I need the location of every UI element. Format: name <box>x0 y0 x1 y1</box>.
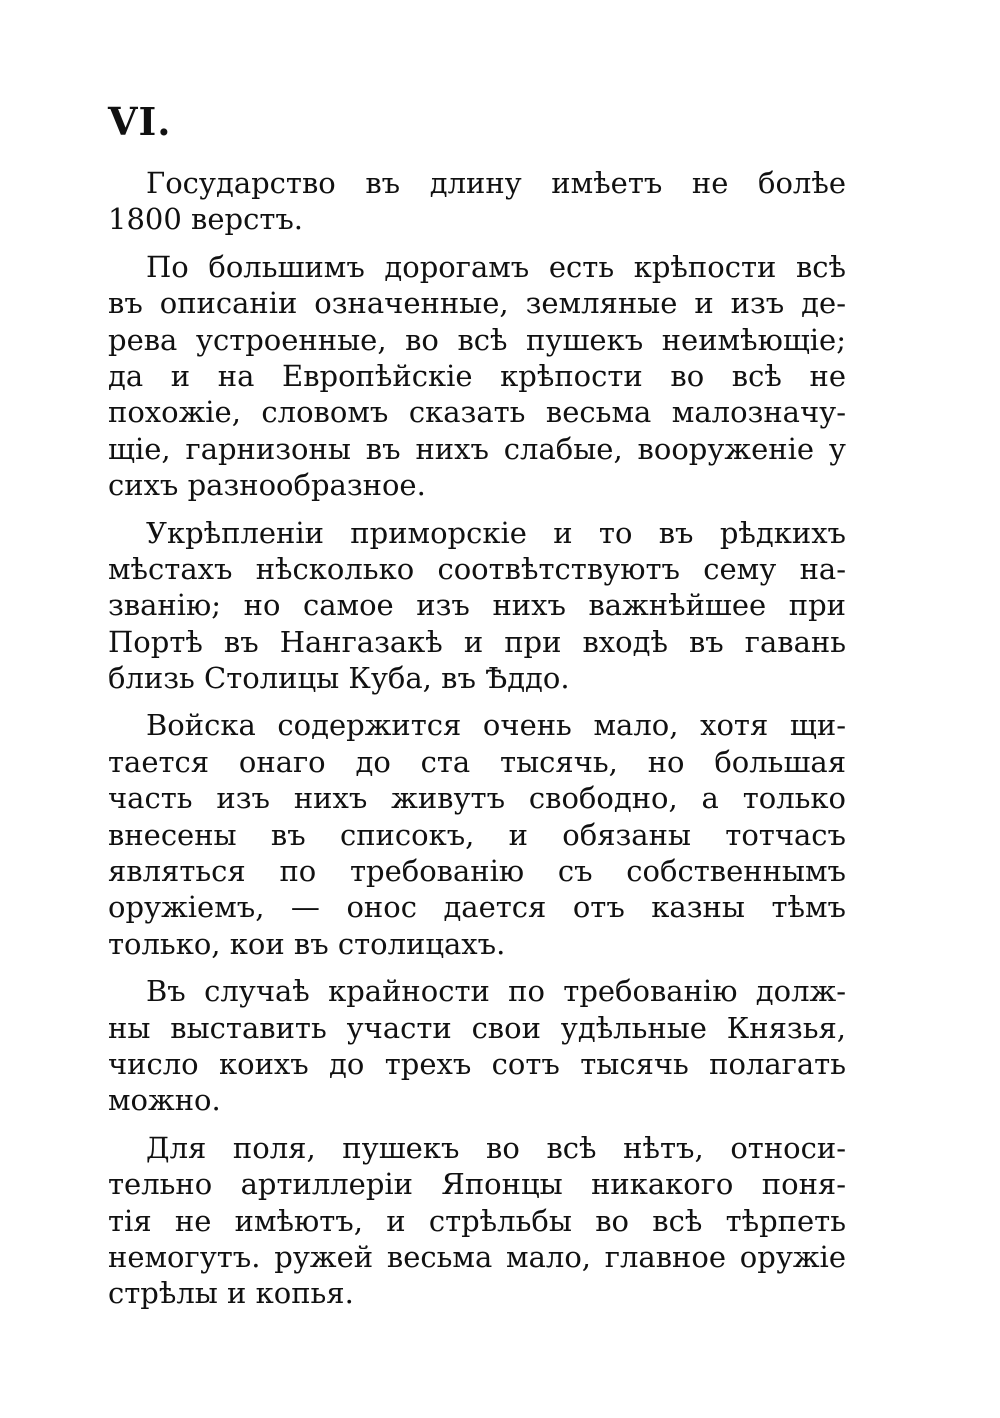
text-line: можно. <box>108 1083 221 1118</box>
text-line: ны выставить участи свои удѣльные Князья, <box>108 1010 846 1045</box>
text-line: 1800 верстъ. <box>108 202 304 237</box>
text-line: внесены въ списокъ, и обязаны тотчасъ <box>108 817 846 852</box>
text-line: тельно артиллерiи Японцы никакого поня- <box>108 1167 846 1202</box>
text-line: число коихъ до трехъ сотъ тысячь полагать <box>108 1046 846 1081</box>
paragraph-5 <box>108 973 846 1119</box>
text-line: Войска содержится очень мало, хотя щи- <box>146 708 846 743</box>
text-line: Портѣ въ Нангазакѣ и при входѣ въ гавань <box>108 624 846 659</box>
text-line: часть изъ нихъ живутъ свободно, а только <box>108 781 846 816</box>
text-line: немогутъ. ружей весьма мало, главное оружiе <box>108 1239 846 1274</box>
paragraph-1 <box>108 165 846 238</box>
paragraph-2 <box>108 249 846 504</box>
text-line: рева устроенные, во всѣ пушекъ неимѣющiе; <box>108 322 846 357</box>
paragraph-4 <box>108 707 846 962</box>
body-text <box>108 165 846 1323</box>
text-line: въ описанiи означенные, земляные и изъ де- <box>108 286 846 321</box>
paragraph-6 <box>108 1130 846 1312</box>
text-line: стрѣлы и копья. <box>108 1276 354 1311</box>
text-line: сихъ разнообразное. <box>108 468 426 503</box>
text-line: Укрѣпленiи приморскiе и то въ рѣдкихъ <box>146 515 846 550</box>
paragraph-3 <box>108 515 846 697</box>
text-line: щiе, гарнизоны въ нихъ слабые, вооруженiе у <box>108 431 846 466</box>
text-line: Государство въ длину имѣетъ не болѣе <box>146 166 846 200</box>
text-line: оружiемъ, — онос дается отъ казны тѣмъ <box>108 890 846 925</box>
text-line: являться по требованiю съ собственнымъ <box>108 854 846 889</box>
text-line: По большимъ дорогамъ есть крѣпости всѣ <box>146 249 846 284</box>
text-line: Въ случаѣ крайности по требованiю долж- <box>146 974 846 1009</box>
text-line: близь Столицы Куба, въ Ѣддо. <box>108 661 570 696</box>
text-line: званiю; но самое изъ нихъ важнѣйшее при <box>108 588 846 623</box>
text-line: да и на Европѣйскiе крѣпости во всѣ не <box>108 358 846 393</box>
text-line: мѣстахъ нѣсколько соотвѣтствуютъ сему на- <box>108 551 846 586</box>
text-line: только, кои въ столицахъ. <box>108 926 506 961</box>
text-line: Для поля, пушекъ во всѣ нѣтъ, относи- <box>146 1130 846 1165</box>
text-line: похожiе, словомъ сказать весьма малозначу- <box>108 395 846 430</box>
section-numeral: VI. <box>108 99 172 144</box>
text-line: тается онаго до ста тысячь, но большая <box>108 744 846 779</box>
text-line: тiя не имѣютъ, и стрѣльбы во всѣ тѣрпеть <box>108 1203 846 1238</box>
